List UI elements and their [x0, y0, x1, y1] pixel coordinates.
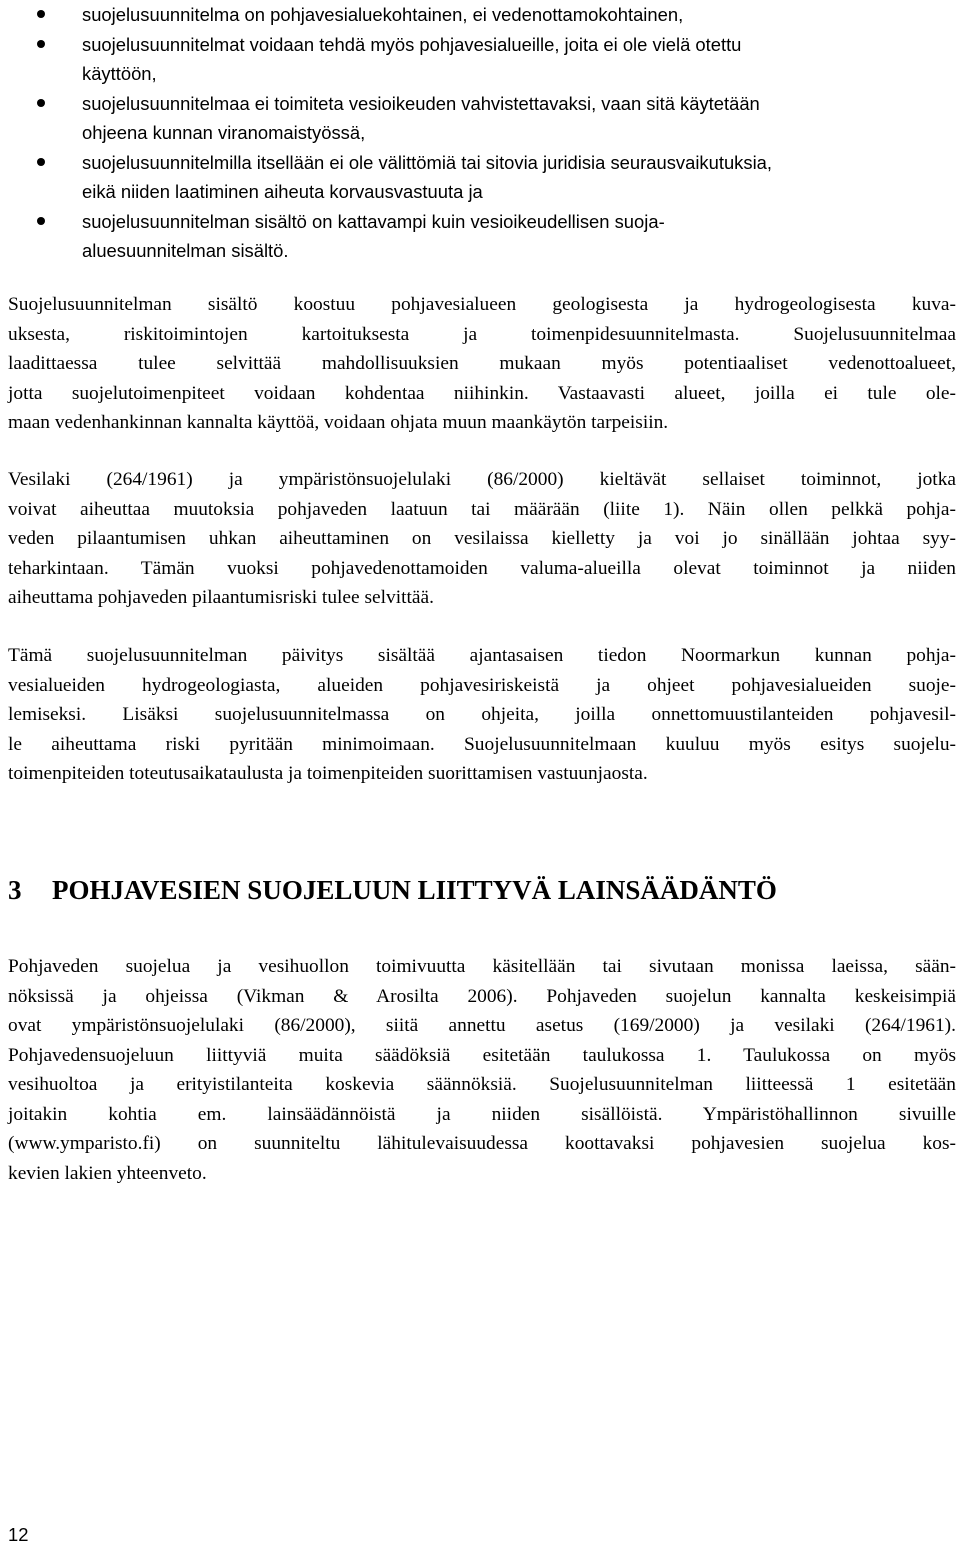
paragraph-line: toimenpiteiden toteutusaikataulusta ja toimenpiteiden suorittamisen vastuunjaosta. [8, 763, 648, 784]
paragraph-line: laadittaessa tulee selvittää mahdollisuuksien mukaan myös potentiaaliset vedenottoalueet, [8, 353, 956, 374]
bullet-item [8, 207, 956, 266]
paragraph-line: veden pilaantumisen uhkan aiheuttaminen on vesilaissa kielletty ja voi jo sinällään johtaa syy- [8, 528, 956, 549]
bullet-dot-icon [37, 40, 45, 48]
bullet-list [8, 0, 956, 266]
paragraph-line: Suojelusuunnitelman sisältö koostuu pohjavesialueen geologisesta ja hydrogeologisesta kuva- [8, 294, 956, 315]
bullet-line: suojelusuunnitelman sisältö on kattavampi kuin vesioikeudellisen suoja- [82, 210, 665, 232]
bullet-line: suojelusuunnitelmat voidaan tehdä myös pohjavesialueille, joita ei ole vielä otettu [82, 33, 742, 55]
paragraph-line: nöksissä ja ohjeissa (Vikman & Arosilta 2006). Pohjaveden suojelun kannalta keskeisimpiä [8, 985, 956, 1007]
bullet-dot-icon [37, 158, 45, 166]
bullet-item [8, 0, 956, 30]
paragraph-line: lemiseksi. Lisäksi suojelusuunnitelmassa on ohjeita, joilla onnettomuustilanteiden pohjavesil- [8, 704, 956, 725]
paragraph-line: uksesta, riskitoimintojen kartoituksesta ja toimenpidesuunnitelmasta. Suojelusuunnitelmaa [8, 323, 956, 345]
paragraph-line: voivat aiheuttaa muutoksia pohjaveden laatuun tai määrään (liite 1). Näin ollen pelkkä pohja- [8, 498, 956, 520]
bullet-dot-icon [37, 99, 45, 107]
paragraph-line: le aiheuttama riski pyritään minimoimaan. Suojelusuunnitelmaan kuuluu myös esitys suojelu- [8, 733, 956, 755]
paragraph-line: vesialueiden hydrogeologiasta, alueiden pohjavesiriskeistä ja ohjeet pohjavesialueiden suoje- [8, 674, 956, 696]
paragraph [8, 465, 956, 613]
paragraph-line: joitakin kohtia em. lainsäädännöistä ja niiden sisällöistä. Ympäristöhallinnon sivuille [8, 1103, 956, 1125]
bullet-item [8, 89, 956, 148]
paragraph [8, 290, 956, 438]
bullet-dot-icon [37, 10, 45, 18]
page-number: 12 [8, 1524, 29, 1545]
bullet-line: suojelusuunnitelma on pohjavesialuekohtainen, ei vedenottamokohtainen, [82, 4, 684, 25]
paragraph-line: Vesilaki (264/1961) ja ympäristönsuojelulaki (86/2000) kieltävät sellaiset toiminnot, jotka [8, 469, 956, 490]
paragraph-line: maan vedenhankinnan kannalta käyttöä, voidaan ohjata muun maankäytön tarpeisiin. [8, 412, 669, 433]
paragraph-line: (www.ymparisto.fi) on suunniteltu lähitulevaisuudessa koottavaksi pohjavesien suojelua kos- [8, 1133, 956, 1154]
paragraph [8, 641, 956, 789]
paragraph-line: ovat ympäristönsuojelulaki (86/2000), siitä annettu asetus (169/2000) ja vesilaki (264/1961). [8, 1015, 956, 1036]
paragraph-line: Pohjavedensuojeluun liittyviä muita säädöksiä esitetään taulukossa 1. Taulukossa on myös [8, 1044, 956, 1066]
paragraph-line: teharkintaan. Tämän vuoksi pohjavedenottamoiden valuma-alueilla olevat toiminnot ja niiden [8, 557, 956, 579]
bullet-item [8, 30, 956, 89]
bullet-line: aluesuunnitelman sisältö. [82, 240, 289, 261]
bullet-line: eikä niiden laatiminen aiheuta korvausvastuuta ja [82, 181, 483, 202]
paragraph-line: aiheuttama pohjaveden pilaantumisriski tulee selvittää. [8, 587, 434, 608]
bullet-dot-icon [37, 217, 45, 225]
paragraph [8, 952, 956, 1188]
section-title: POHJAVESIEN SUOJELUUN LIITTYVÄ LAINSÄÄDÄNTÖ [52, 875, 777, 905]
paragraph-line: Tämä suojelusuunnitelman päivitys sisältää ajantasaisen tiedon Noormarkun kunnan pohja- [8, 645, 956, 666]
paragraph-line: kevien lakien yhteenveto. [8, 1162, 207, 1184]
bullet-line: suojelusuunnitelmilla itsellään ei ole välittömiä tai sitovia juridisia seurausvaikutuksia, [82, 151, 772, 173]
bullet-line: suojelusuunnitelmaa ei toimiteta vesioikeuden vahvistettavaksi, vaan sitä käytetään [82, 92, 760, 114]
section-heading [8, 872, 777, 908]
bullet-line: käyttöön, [82, 63, 157, 84]
paragraph-line: Pohjaveden suojelua ja vesihuollon toimivuutta käsitellään tai sivutaan monissa laeissa, sään- [8, 956, 956, 977]
bullet-item [8, 148, 956, 207]
paragraph-line: jotta suojelutoimenpiteet voidaan kohdentaa niihinkin. Vastaavasti alueet, joilla ei tule ole- [8, 382, 956, 404]
paragraph-line: vesihuoltoa ja erityistilanteita koskevia säännöksiä. Suojelusuunnitelman liitteessä 1 esitetään [8, 1074, 956, 1095]
section-number: 3 [8, 875, 22, 905]
bullet-line: ohjeena kunnan viranomaistyössä, [82, 122, 366, 143]
